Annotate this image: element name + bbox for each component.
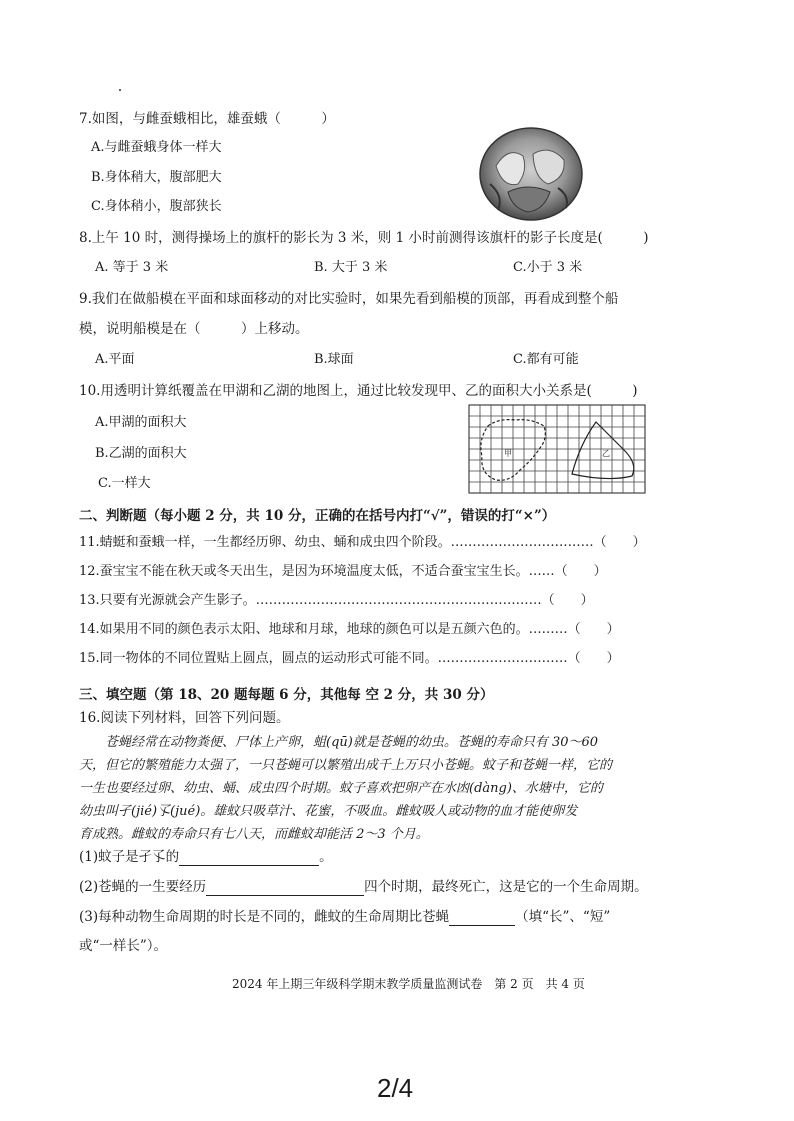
- passage-line-5: 育成熟。雌蚊的寿命只有七八天，而雌蚊却能活 2～3 个月。: [79, 827, 429, 842]
- q16-sub3-line2: 或“一样长”）。: [79, 938, 168, 954]
- judge-item-15: 15.同一物体的不同位置贴上圆点，圆点的运动形式可能不同。…………………………（ ）: [79, 651, 620, 666]
- q16-sub2-end: 四个时期，最终死亡，这是它的一个生命周期。: [364, 879, 648, 895]
- passage-line-2: 天，但它的繁殖能力太强了，一只苍蝇可以繁殖出成千上万只小苍蝇。蚊子和苍蝇一样，它的: [79, 758, 613, 773]
- q10-option-a: A.甲湖的面积大: [95, 415, 187, 430]
- q7-option-a: A.与雌蚕蛾身体一样大: [91, 140, 222, 155]
- q7-option-c: C.身体稍小，腹部狭长: [91, 199, 222, 214]
- q16-sub2-blank[interactable]: [206, 881, 364, 896]
- q16-sub3-text: (3)每种动物生命周期的时长是不同的，雌蚊的生命周期比苍蝇: [79, 909, 450, 925]
- q8-option-b: B. 大于 3 米: [314, 260, 388, 275]
- passage-line-1: 苍蝇经常在动物粪便、尸体上产卵，蛆(qū)就是苍蝇的幼虫。苍蝇的寿命只有 30～60: [79, 735, 599, 750]
- judge-item-14: 14.如果用不同的颜色表示太阳、地球和月球，地球的颜色可以是五颜六色的。………（ ）: [79, 622, 620, 637]
- q16-stem: 16.阅读下列材料，回答下列问题。: [79, 710, 290, 726]
- q7-stem: 7.如图，与雌蚕蛾相比，雄蚕蛾（ ）: [79, 111, 335, 127]
- scan-speck: [119, 89, 121, 91]
- judge-item-13: 13.只要有光源就会产生影子。…………………………………………………………（ ）: [79, 593, 594, 608]
- q16-sub1: [79, 848, 333, 866]
- passage-line-4: 幼虫叫孑(jié)孓(jué)。雄蚊只吸草汁、花蜜，不吸血。雌蚊吸人或动物的血才能使卵发: [79, 804, 578, 819]
- q16-sub3-end: （填“长”、“短”: [515, 909, 611, 925]
- page-indicator: 2/4: [377, 1073, 414, 1103]
- q16-sub2-text: (2)苍蝇的一生要经历: [79, 879, 207, 895]
- section2-title: 二、判断题（每小题 2 分，共 10 分，正确的在括号内打“√”，错误的打“×”）: [79, 508, 556, 524]
- q16-sub3-blank[interactable]: [449, 911, 515, 926]
- q9-stem-line1: 9.我们在做船模在平面和球面移动的对比实验时，如果先看到船模的顶部，再看成到整个船: [79, 291, 619, 307]
- q16-sub3: [79, 908, 610, 926]
- q9-option-c: C.都有可能: [513, 352, 579, 367]
- silkworm-moth-photo: [478, 126, 584, 222]
- judge-item-12: 12.蚕宝宝不能在秋天或冬天出生，是因为环境温度太低，不适合蚕宝宝生长。……（ ）: [79, 564, 607, 579]
- q9-option-a: A.平面: [95, 352, 135, 367]
- q16-sub1-text: (1)蚊子是孑孓的: [79, 849, 180, 865]
- q16-sub2: [79, 878, 648, 896]
- q10-option-c: C.一样大: [98, 476, 151, 491]
- q8-stem: 8.上午 10 时，测得操场上的旗杆的影长为 3 米，则 1 小时前测得该旗杆的影子长度是( ): [79, 230, 649, 246]
- q16-sub1-end: 。: [319, 849, 333, 865]
- q10-option-b: B.乙湖的面积大: [95, 446, 187, 461]
- lake-yi-label: 乙: [602, 449, 610, 458]
- lake-jia-label: 甲: [504, 449, 512, 458]
- section3-title: 三、填空题（第 18、20 题每题 6 分，其他每 空 2 分，共 30 分）: [79, 687, 494, 703]
- passage-line-3: 一生也要经过卵、幼虫、蛹、成虫四个时期。蚊子喜欢把卵产在水凼(dàng)、水塘中，它的: [79, 781, 603, 796]
- grid-lines: [469, 405, 645, 493]
- q7-option-b: B.身体稍大，腹部肥大: [91, 170, 222, 185]
- lakes-grid-map: [468, 404, 648, 496]
- q10-stem: 10.用透明计算纸覆盖在甲湖和乙湖的地图上，通过比较发现甲、乙的面积大小关系是( ): [79, 383, 638, 399]
- q9-stem-line2: 模，说明船模是在（ ）上移动。: [79, 321, 309, 337]
- q9-option-b: B.球面: [314, 352, 354, 367]
- judge-item-11: 11.蜻蜓和蚕蛾一样，一生都经历卵、幼虫、蛹和成虫四个阶段。……………………………（ ）: [79, 535, 646, 550]
- q8-option-a: A. 等于 3 米: [95, 260, 169, 275]
- q8-option-c: C.小于 3 米: [513, 260, 583, 275]
- page-footer: 2024 年上期三年级科学期末教学质量监测试卷 第 2 页 共 4 页: [232, 977, 585, 991]
- q16-sub1-blank[interactable]: [179, 851, 319, 866]
